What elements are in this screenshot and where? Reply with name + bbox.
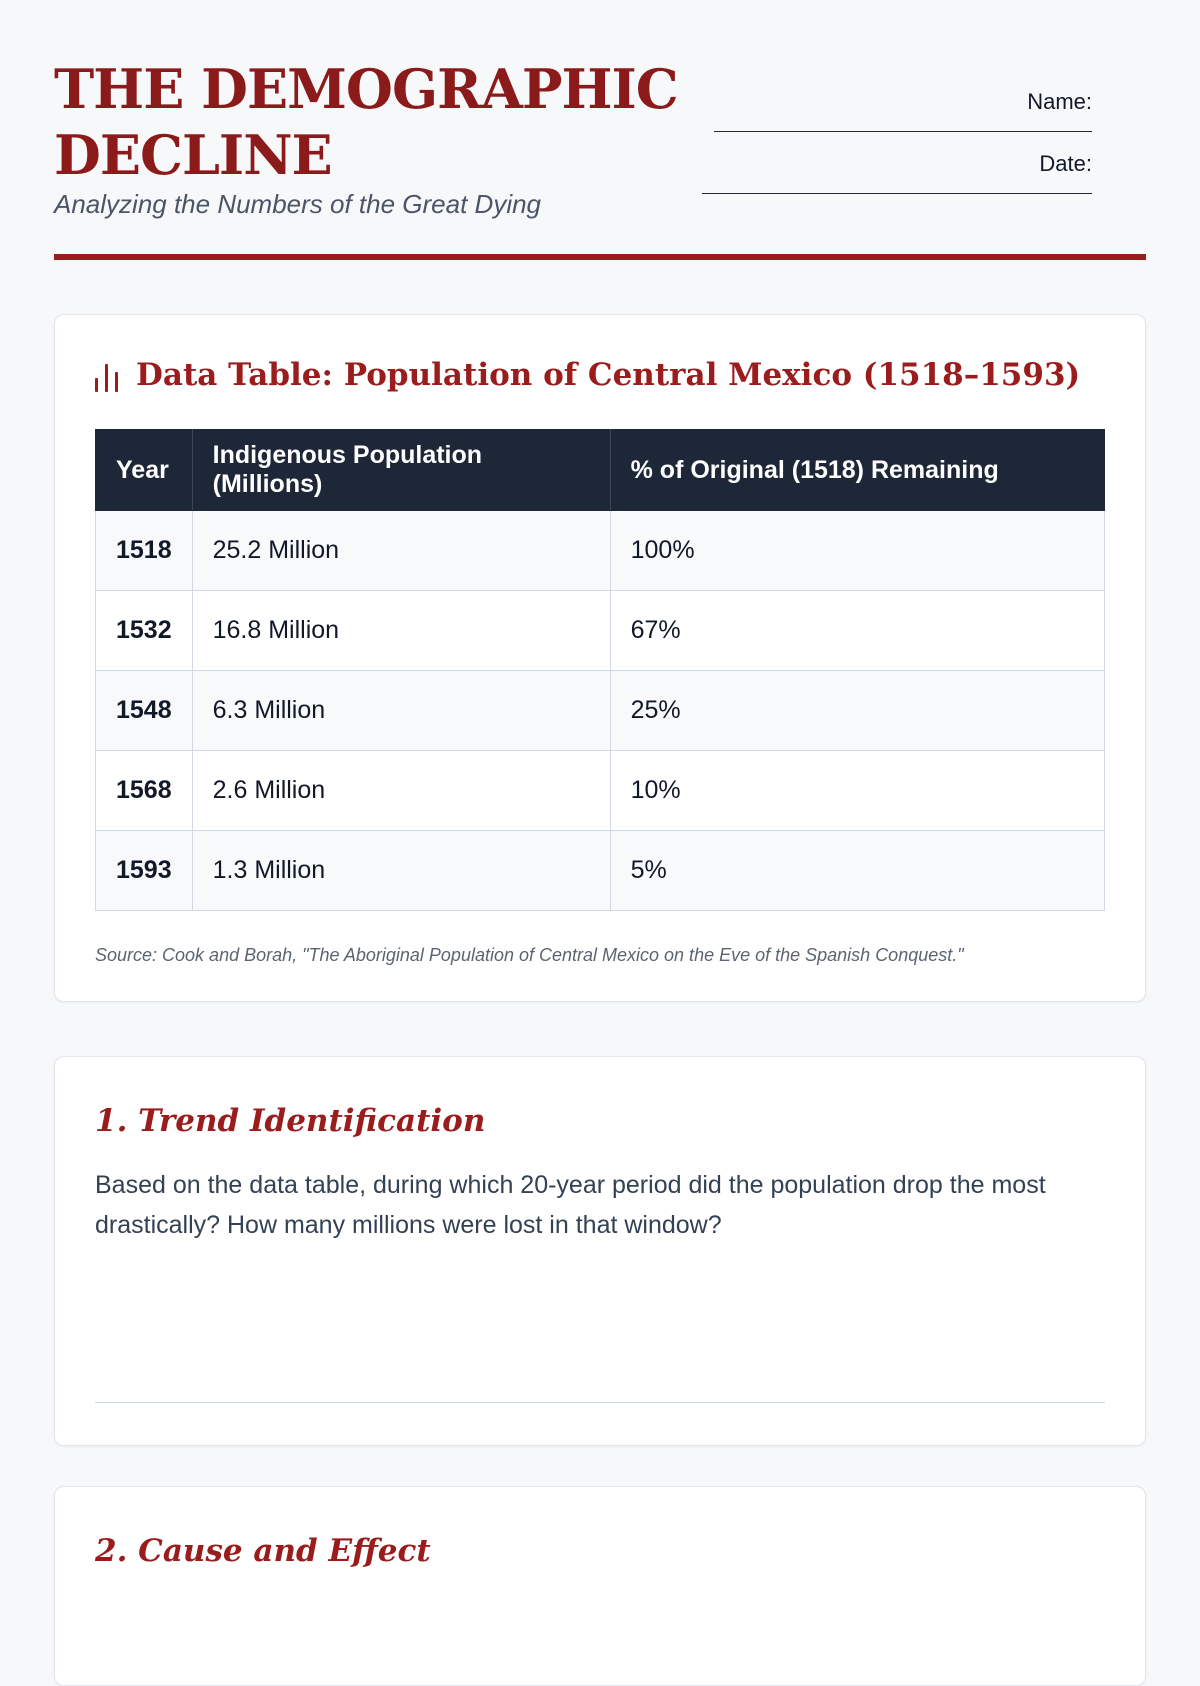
question-1-prompt: Based on the data table, during which 20-year period did the population drop the most drastically? How many millions were lost in that window? <box>95 1171 1046 1239</box>
column-header-population: Indigenous Population (Millions) <box>192 430 610 511</box>
date-label: Date: <box>1039 151 1092 176</box>
table-row <box>96 511 1105 591</box>
table-row <box>96 591 1105 671</box>
year-cell: 1518 <box>96 511 193 591</box>
table-row <box>96 831 1105 911</box>
source-citation: Source: Cook and Borah, "The Aboriginal Population of Central Mexico on the Eve of the Spanish Conquest." <box>95 945 964 965</box>
population-cell: 1.3 Million <box>192 831 610 911</box>
year-cell: 1532 <box>96 591 193 671</box>
table-row <box>96 751 1105 831</box>
population-cell: 16.8 Million <box>192 591 610 671</box>
table-header-row <box>96 430 1105 511</box>
page-subtitle: Analyzing the Numbers of the Great Dying <box>54 189 542 219</box>
student-info-fields <box>692 88 1092 212</box>
question-1-title: 1. Trend Identification <box>95 1103 486 1139</box>
question-2-title: 2. Cause and Effect <box>95 1533 431 1569</box>
column-header-percent: % of Original (1518) Remaining <box>610 430 1104 511</box>
data-table-title <box>95 357 1080 393</box>
percent-cell: 100% <box>610 511 1104 591</box>
worksheet-header <box>54 0 1146 262</box>
percent-cell: 67% <box>610 591 1104 671</box>
table-row <box>96 671 1105 751</box>
percent-cell: 5% <box>610 831 1104 911</box>
percent-cell: 10% <box>610 751 1104 831</box>
name-label: Name: <box>1027 89 1092 114</box>
column-header-year: Year <box>96 430 193 511</box>
question-1-answer-line[interactable] <box>95 1402 1105 1403</box>
percent-cell: 25% <box>610 671 1104 751</box>
population-cell: 2.6 Million <box>192 751 610 831</box>
population-table <box>95 429 1105 911</box>
page-title: THE DEMOGRAPHIC DECLINE <box>54 57 678 187</box>
year-cell: 1548 <box>96 671 193 751</box>
population-cell: 25.2 Million <box>192 511 610 591</box>
data-table-title-text: Data Table: Population of Central Mexico (1518–1593) <box>136 357 1081 393</box>
year-cell: 1568 <box>96 751 193 831</box>
question-card-1 <box>54 1056 1146 1446</box>
year-cell: 1593 <box>96 831 193 911</box>
population-cell: 6.3 Million <box>192 671 610 751</box>
header-divider <box>54 254 1146 260</box>
date-field[interactable] <box>702 192 1092 194</box>
data-table-card <box>54 314 1146 1002</box>
name-field[interactable] <box>714 130 1092 132</box>
question-card-2 <box>54 1486 1146 1686</box>
bar-chart-icon <box>95 364 118 392</box>
